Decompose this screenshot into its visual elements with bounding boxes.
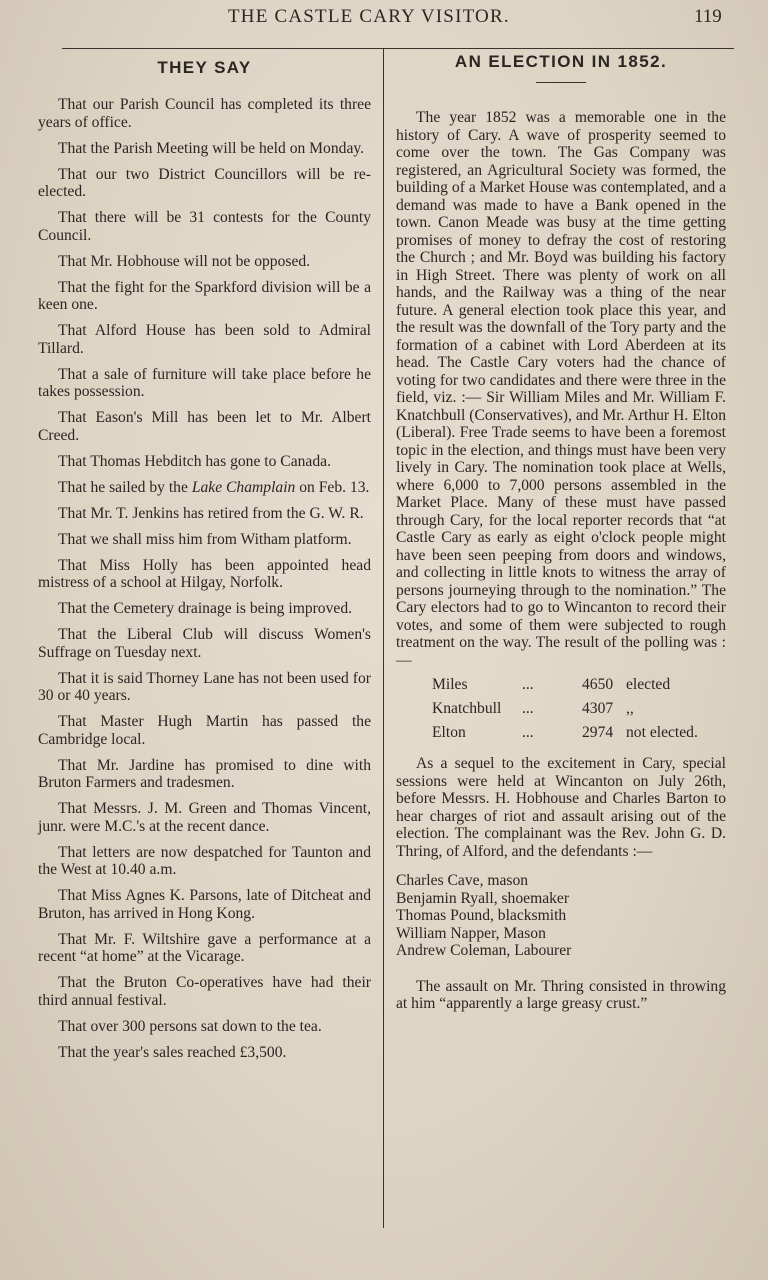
page-number: 119: [694, 6, 722, 27]
ship-name: Lake Champlain: [191, 478, 296, 496]
they-say-item: That the year's sales reached £3,500.: [58, 1043, 287, 1061]
they-say-item: That a sale of furniture will take place before he takes possession.: [38, 365, 371, 400]
poll-status: elected: [626, 676, 671, 693]
they-say-item: That the Cemetery drainage is being improved.: [58, 600, 353, 617]
they-say-item: That Master Hugh Martin has passed the Cambridge local.: [38, 713, 371, 748]
poll-status: not elected.: [626, 724, 698, 741]
they-say-item: That Mr. Hobhouse will not be opposed.: [58, 252, 311, 270]
they-say-item: That Mr. F. Wiltshire gave a performance at a recent “at home” at the Vicarage.: [38, 930, 371, 965]
running-header: [0, 6, 768, 30]
column-divider: [383, 48, 384, 1228]
candidate-name: Miles: [432, 676, 468, 693]
they-say-item: That there will be 31 contests for the County Council.: [38, 209, 371, 244]
sequel-paragraph: As a sequel to the excitement in Cary, special sessions were held at Wincanton on July 26th, before Messrs. H. Hobhouse and Charles Barton to hear charges of riot and assault arising out of the election. The complainant was the Rev. John G. D. Thring, of Alford, and the defendants :—: [396, 755, 726, 860]
poll-status: ,,: [626, 700, 634, 717]
they-say-item: That Alford House has been sold to Admiral Tillard.: [38, 322, 371, 357]
they-say-item: That Messrs. J. M. Green and Thomas Vincent, junr. were M.C.'s at the recent dance.: [38, 800, 371, 835]
they-say-item: That Eason's Mill has been let to Mr. Albert Creed.: [38, 409, 371, 444]
they-say-item: That over 300 persons sat down to the tea.: [58, 1017, 322, 1035]
they-say-item: That Thomas Hebditch has gone to Canada.: [58, 452, 331, 470]
they-say-item: That the fight for the Sparkford division will be a keen one.: [38, 278, 371, 313]
they-say-item: That it is said Thorney Lane has not been used for 30 or 40 years.: [38, 669, 371, 704]
defendant: Charles Cave, mason: [396, 872, 529, 889]
they-say-item: That we shall miss him from Witham platform.: [58, 530, 352, 548]
poll-row: [432, 697, 698, 721]
they-say-column: [38, 58, 371, 1070]
header-rule: [62, 48, 734, 49]
they-say-item-sailed: [38, 479, 371, 497]
title-rule: [536, 82, 586, 83]
they-say-item: That our two District Councillors will be re-elected.: [38, 165, 371, 200]
assault-paragraph: The assault on Mr. Thring consisted in throwing at him “apparently a large greasy crust.”: [396, 977, 726, 1012]
they-say-list: [38, 96, 371, 1061]
they-say-item: That our Parish Council has completed its three years of office.: [38, 96, 371, 131]
vote-count: 4650: [582, 676, 614, 693]
poll-row: [432, 721, 698, 745]
vote-count: 4307: [582, 700, 614, 717]
election-title: AN ELECTION IN 1852.: [454, 52, 668, 71]
they-say-item: That Mr. Jardine has promised to dine with Bruton Farmers and tradesmen.: [38, 756, 371, 791]
they-say-item: That Mr. T. Jenkins has retired from the G. W. R.: [58, 504, 364, 522]
sailed-prefix: That he sailed by the: [58, 478, 192, 496]
defendant: Andrew Coleman, Labourer: [396, 942, 572, 959]
defendant: Benjamin Ryall, shoemaker: [396, 889, 570, 907]
vote-count: 2974: [582, 724, 614, 741]
defendant: Thomas Pound, blacksmith: [396, 907, 567, 924]
defendants-list: [396, 872, 726, 960]
sailed-suffix: on Feb. 13.: [295, 478, 370, 496]
they-say-item: That the Bruton Co-operatives have had their third annual festival.: [38, 974, 371, 1009]
election-paragraph: The year 1852 was a memorable one in the history of Cary. A wave of prosperity seemed to come over the town. The Gas Company was registered, an Agricultural Society was formed, the building of a Market House was contemplated, and a demand was made to have a Bank opened in the town. Canon Meade was busy at the time getting promises of money to defray the cost of restoring the Church ; and Mr. Boyd was building his factory in High Street. There was plenty of work on all hands, and the Railway was a thing of the near future. A general election took place this year, and the result was the downfall of the Tory party and the formation of a cabinet with Lord Aberdeen at its head. The Castle Cary voters had the chance of voting for two candidates and there were three in the field, viz. :— Sir William Miles and Mr. William F. Knatchbull (Conservatives), and Mr. Arthur H. Elton (Liberal). Free Trade seems to have been a foremost topic in the election, and things must have been very lively in Cary. The nomination took place at Wells, where 6,000 to 7,000 persons assembled in the Market Place. Many of these must have passed through Cary, for the local reporter records that “at Castle Cary as early as eight o'clock people might have been seen peeping from doors and windows, and collecting in little knots to witness the array of persons journeying through to the nomination.” The Cary electors had to go to Wincanton to record their votes, and some of them were subjected to rough treatment on the way. The result of the polling was :—: [396, 109, 726, 669]
they-say-item: That letters are now despatched for Taunton and the West at 10.40 a.m.: [38, 843, 371, 878]
candidate-name: Knatchbull: [432, 700, 502, 717]
leader-dots: ...: [522, 724, 534, 741]
running-title: THE CASTLE CARY VISITOR.: [228, 6, 510, 27]
election-column: [396, 52, 726, 1013]
they-say-item: That Miss Holly has been appointed head mistress of a school at Hilgay, Norfolk.: [38, 556, 371, 591]
they-say-item: That the Parish Meeting will be held on Monday.: [58, 139, 365, 157]
they-say-item: That the Liberal Club will discuss Women's Suffrage on Tuesday next.: [38, 626, 371, 661]
they-say-item: That Miss Agnes K. Parsons, late of Ditcheat and Bruton, has arrived in Hong Kong.: [38, 887, 371, 922]
defendant: William Napper, Mason: [396, 924, 546, 942]
poll-row: [432, 673, 698, 697]
candidate-name: Elton: [432, 724, 466, 741]
poll-results-table: [432, 673, 698, 745]
leader-dots: ...: [522, 700, 534, 717]
they-say-title: THEY SAY: [157, 58, 252, 77]
leader-dots: ...: [522, 676, 534, 693]
